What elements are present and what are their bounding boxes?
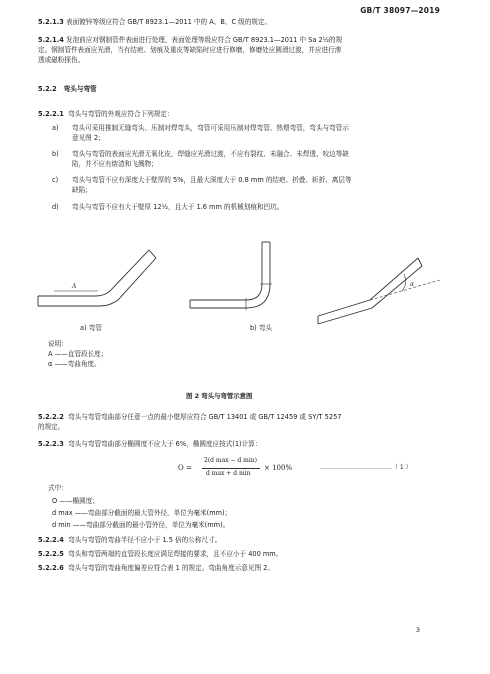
list-item-a-mark: a): [52, 124, 59, 132]
subfigure-a-caption: a) 弯管: [80, 324, 102, 332]
clause-text: 弯头与弯管的外观应符合下列规定：: [68, 110, 174, 118]
formula-numerator: 2(d max − d min): [204, 457, 257, 464]
where-dmax: d max ——弯曲部分截面的最大管外径，单位为毫米(mm)；: [52, 509, 232, 517]
list-item-b-mark: b): [52, 150, 59, 158]
formula-multiplier: × 100%: [264, 464, 293, 472]
figure-legend-alpha: α ——弯曲角度。: [48, 360, 101, 368]
list-item-d-text: 弯头与弯管不应有大于壁厚 12½，且大于 1.6 mm 的机械划痕和凹坑。: [72, 203, 284, 211]
standard-code-header: GB/T 38097—2019: [360, 6, 440, 15]
clause-number: 5.2.2.5: [38, 550, 64, 558]
clause-5-2-2-4: [38, 536, 438, 545]
angle-label: α: [410, 281, 415, 288]
dimension-label-A: A: [72, 283, 77, 290]
section-title: 弯头与弯管: [63, 85, 97, 93]
list-item-d-mark: d): [52, 203, 59, 211]
clause-number: 5.2.1.3: [38, 18, 64, 26]
list-item-b-text: 弯头与弯管的表面应光滑无氧化皮，焊缝应光滑过渡，不应有裂纹、未融合、未焊透、咬边等缺: [72, 150, 349, 158]
clause-text: 表面镀锌等级应符合 GB/T 8923.1—2011 中的 A、B、C 级的规定。: [65, 18, 272, 26]
clause-number: 5.2.2.3: [38, 440, 64, 448]
clause-text: 弯头与弯管弯曲部分任意一点的最小壁厚应符合 GB/T 13401 或 GB/T 12459 或 SY/T 5257: [68, 413, 342, 421]
clause-text: 弯头和弯管两端的直管段长度应满足焊接的要求，且不应小于 400 mm。: [68, 550, 283, 558]
clause-text: 弯头与弯管的弯曲半径不应小于 1.5 倍的公称尺寸。: [68, 536, 222, 544]
list-item-b-text-2: 陷，并不应有熔渣和飞溅物；: [72, 160, 158, 168]
elbow-drawing: [190, 242, 272, 310]
list-item-a-text-2: 意见图 2；: [72, 134, 105, 142]
clause-text: 发泡前应对钢制管件表面进行处理，表面处理等级应符合 GB/T 8923.1—2011 中 Sa 2½的规: [65, 36, 343, 44]
where-title: 式中：: [48, 484, 68, 492]
clause-5-2-2-2: [38, 413, 438, 422]
clause-text-line: 透或磁粉探伤。: [38, 56, 85, 64]
section-number: 5.2.2: [38, 85, 57, 93]
where-ovality: O ——椭圆度；: [52, 497, 99, 505]
formula-lhs: O =: [178, 464, 192, 472]
clause-number: 5.2.2.1: [38, 110, 64, 118]
list-item-c-text-2: 缺陷；: [72, 186, 92, 194]
clause-number: 5.2.1.4: [38, 36, 64, 44]
clause-text-line: 定。钢制管件表面应光滑，当有结疤、划痕及重皮等缺陷时应进行修磨，修磨处应圆滑过渡，并应进行渗: [38, 46, 342, 54]
clause-5-2-2-6: [38, 564, 438, 573]
page-number: 3: [415, 626, 420, 634]
equation-number: ………………………………（ 1 ）: [320, 464, 412, 471]
angle-drawing: [318, 258, 440, 324]
clause-text: 弯头与弯管弯曲部分椭圆度不应大于 6%，椭圆度应按式(1)计算：: [68, 440, 262, 448]
fraction-bar: [202, 468, 260, 469]
clause-text: 弯头与弯管的弯曲角度偏差应符合表 1 的规定。弯曲角度示意见图 2。: [68, 564, 274, 572]
where-dmin: d min ——弯曲部分截面的最小管外径，单位为毫米(mm)。: [52, 521, 230, 529]
bent-pipe-drawing: [38, 250, 156, 306]
clause-number: 5.2.2.2: [38, 413, 64, 421]
clause-5-2-2-3: [38, 440, 438, 449]
angle-reference-line: [370, 280, 440, 300]
list-item-a-text: 弯头可采用推制无缝弯头、压制对焊弯头，弯管可采用压制对焊弯管、热煨弯管，弯头与弯管示: [72, 124, 349, 132]
clause-text-line: 的规定。: [38, 423, 65, 431]
clause-number: 5.2.2.4: [38, 536, 64, 544]
figure-legend-A: A ——直管段长度；: [48, 350, 108, 358]
clause-number: 5.2.2.6: [38, 564, 64, 572]
list-item-c-text: 弯头与弯管不应有深度大于壁厚的 5%，且最大深度大于 0.8 mm 的结疤、折叠、斩折、离层等: [72, 176, 352, 184]
list-item-c-mark: c): [52, 176, 59, 184]
figure-legend-title: 说明：: [48, 340, 68, 348]
formula-denominator: d max + d min: [206, 470, 251, 477]
clause-5-2-2-5: [38, 550, 438, 559]
figure-caption: 图 2 弯头与弯管示意图: [186, 392, 253, 400]
subfigure-b-caption: b) 弯头: [250, 324, 273, 332]
